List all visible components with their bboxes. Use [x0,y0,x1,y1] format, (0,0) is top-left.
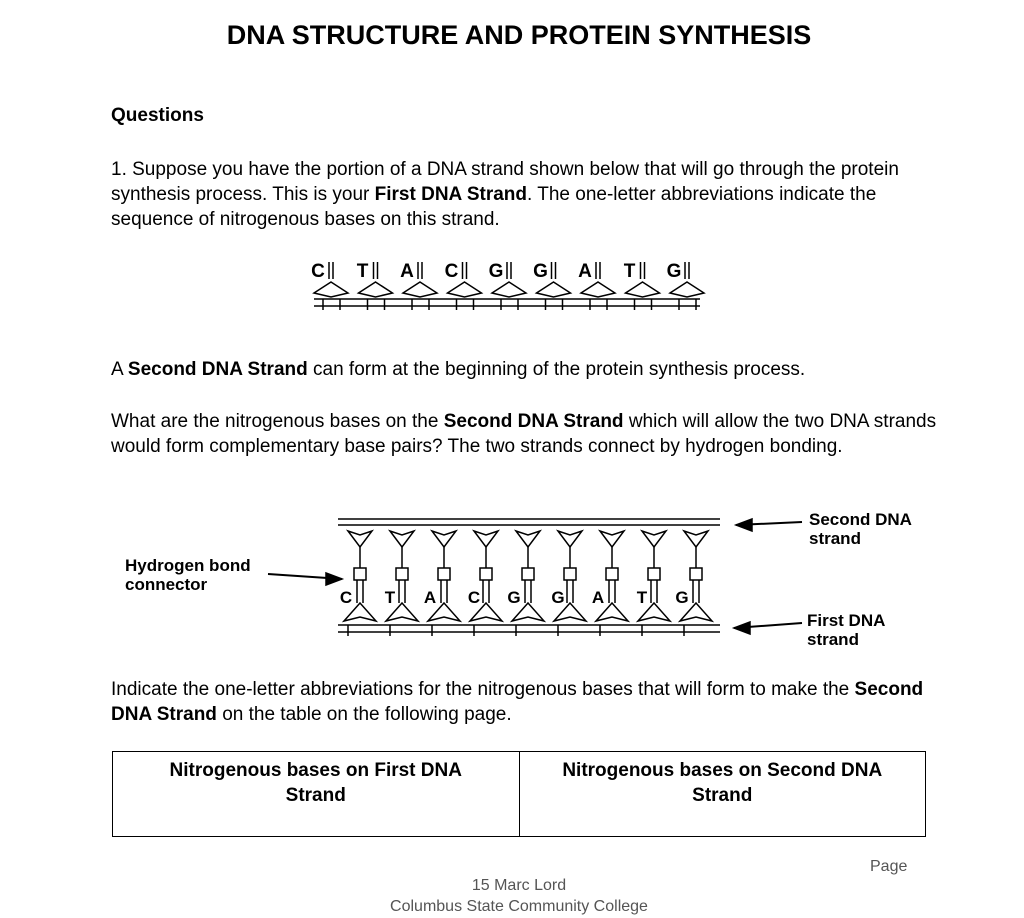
base-letter: A [591,588,605,607]
second-strand-arrow-head [736,519,752,531]
instruction-text: Indicate the one-letter abbreviations for the nitrogenous bases that will form to make the Second DNA Strand on the table on the following page. [111,679,924,725]
hydrogen-bond-box [606,568,618,580]
first-dna-strand-label: First DNA strand [807,611,886,649]
base-letter: T [623,261,636,282]
table-header-second-strand: Nitrogenous bases on Second DNA Strand [519,752,926,837]
base-letter: G [551,588,565,607]
page-title: DNA STRUCTURE AND PROTEIN SYNTHESIS [226,20,812,50]
hydrogen-bond-box [480,568,492,580]
hydrogen-arrow-head [326,573,342,585]
hydrogen-bond-box [564,568,576,580]
base-letter: T [636,588,648,607]
base-letter: A [400,261,414,282]
second-sugar-shape [516,531,540,547]
base-letter: G [488,261,504,282]
sugar-shape [626,282,660,297]
sugar-shape [537,282,571,297]
base-letter: C [339,588,353,607]
hydrogen-bond-box [396,568,408,580]
second-sugar-shape [684,531,708,547]
sugar-shape [403,282,437,297]
second-strand-sentence: A Second DNA Strand can form at the beginning of the protein synthesis process. [111,359,806,380]
sugar-shape [359,282,393,297]
base-letter: A [423,588,437,607]
footer-college: Columbus State Community College [390,898,648,915]
second-sugar-shape [390,531,414,547]
sugar-shape [314,282,348,297]
base-letter: C [444,261,459,282]
section-heading: Questions [111,105,204,126]
first-strand-arrow-head [734,622,750,634]
footer-author: 15 Marc Lord [471,877,567,894]
second-sugar-shape [432,531,456,547]
hydrogen-bond-box [648,568,660,580]
base-letter: G [507,588,521,607]
base-letter: C [467,588,481,607]
base-letter: T [384,588,396,607]
second-sugar-shape [348,531,372,547]
second-sugar-shape [600,531,624,547]
sugar-shape [492,282,526,297]
second-sugar-shape [558,531,582,547]
second-sugar-shape [474,531,498,547]
hydrogen-bond-box [354,568,366,580]
hydrogen-bond-label: Hydrogen bond connector [125,556,251,594]
first-dna-strand-figure [300,252,740,320]
sugar-shape [448,282,482,297]
second-sugar-shape [642,531,666,547]
question-1-text: 1. Suppose you have the portion of a DNA strand shown below that will go through the protein synthesis process. This is your First DNA Strand. The one-letter abbreviations indicate the sequence of nitrogenous bases on this strand. [111,159,899,230]
page-label: Page [870,858,908,875]
base-letter: C [311,261,325,282]
base-letter: G [533,261,548,282]
base-letter: T [356,261,369,282]
hydrogen-bond-box [438,568,450,580]
sugar-shape [670,282,704,297]
base-letter: G [666,261,682,282]
table-header-first-strand: Nitrogenous bases on First DNA Strand [113,752,520,837]
second-dna-strand-label: Second DNA strand [809,510,912,548]
base-letter: G [675,588,689,607]
hydrogen-bond-box [690,568,702,580]
hydrogen-bond-box [522,568,534,580]
answer-table [112,751,926,837]
sugar-shape [581,282,615,297]
question-2-text: What are the nitrogenous bases on the Second DNA Strand which will allow the two DNA strands would form complementary base pairs? The two strands connect by hydrogen bonding. [111,411,937,457]
base-letter: A [578,261,592,282]
